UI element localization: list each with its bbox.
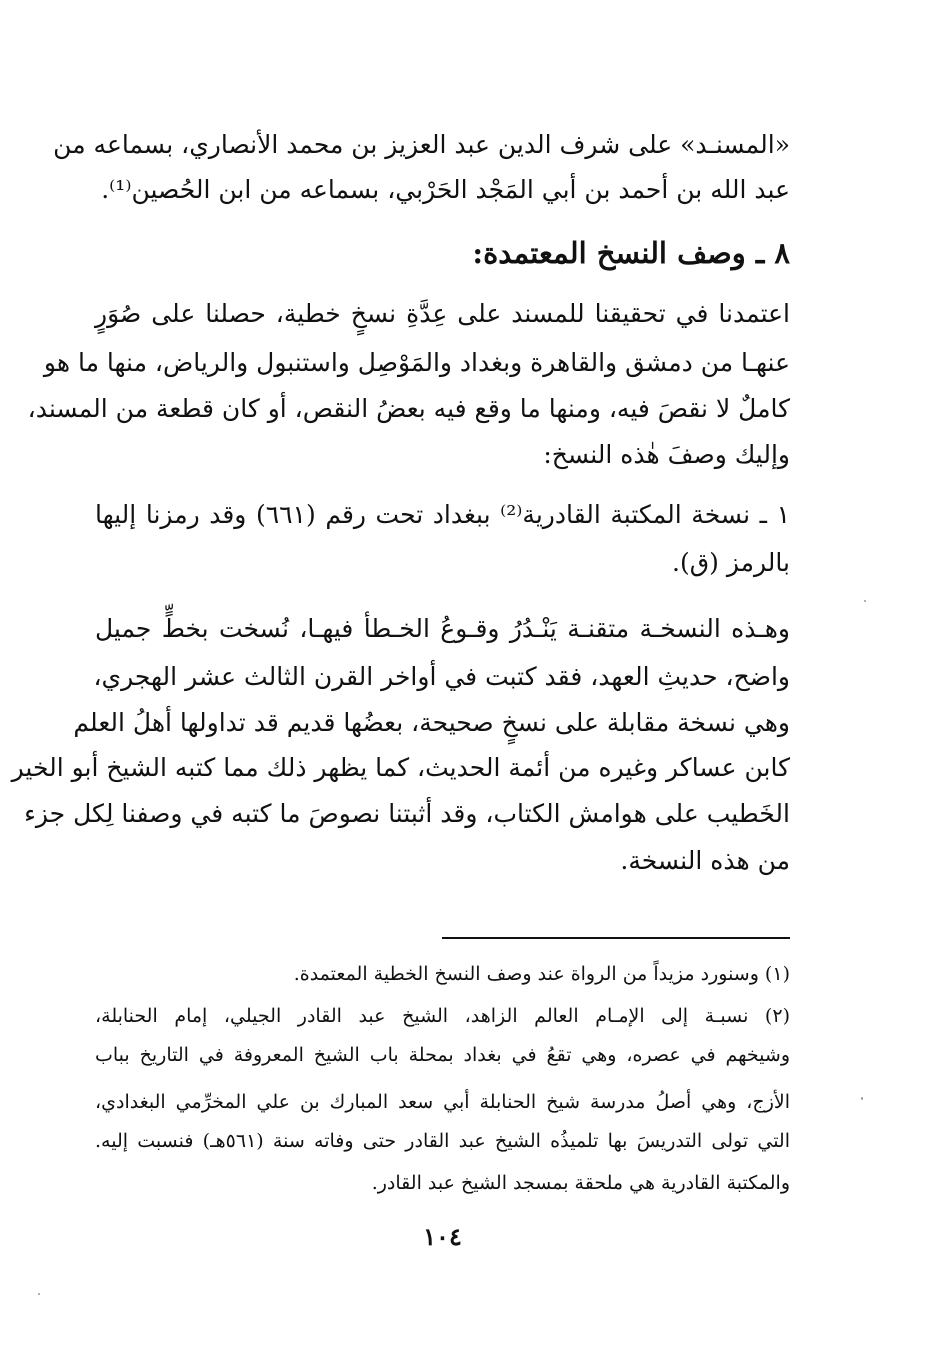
book-page: [11, 0, 791, 1351]
footnote-line: التي تولى التدريسَ بها تلميذُه الشيخ عبد القادر حتى وفاته سنة (٥٦١هـ) فنسبت إليه.: [95, 1130, 790, 1152]
footnote-line: (٢) نسبـة إلى الإمـام العالم الزاهد، الشيخ عبد القادر الجيلي، إمام الحنابلة،: [95, 1005, 790, 1027]
footnote-separator: [442, 937, 790, 939]
scan-speck: [861, 1097, 863, 1100]
item-line: بالرمز (ق).: [672, 548, 790, 577]
footnote-1: (١) وسنورد مزيداً من الرواة عند وصف النسخ الخطية المعتمدة.: [293, 963, 790, 985]
intro-line-1: «المسنـد» على شرف الدين عبد العزيز بن محمد الأنصاري، بسماعه من: [53, 130, 790, 159]
section-heading: ٨ ـ وصف النسخ المعتمدة:: [472, 236, 790, 270]
scan-speck: [864, 600, 866, 602]
scan-speck: [38, 1293, 40, 1295]
paragraph-line: الخَطيب على هوامش الكتاب، وقد أثبتنا نصوصَ ما كتبه في وصفنا لِكل جزء: [24, 799, 790, 828]
footnote-line: وشيخهم في عصره، وهي تقعُ في بغداد بمحلة باب الشيخ المعروفة في التاريخ بباب: [95, 1044, 791, 1066]
footnote-line: والمكتبة القادرية هي ملحقة بمسجد الشيخ عبد القادر.: [371, 1172, 790, 1194]
paragraph-line: وهي نسخة مقابلة على نسخٍ صحيحة، بعضُها قديم قد تداولها أهلُ العلم: [73, 708, 790, 737]
paragraph-line: من هذه النسخة.: [620, 846, 790, 875]
paragraph-line: وإليك وصفَ هٰذه النسخ:: [543, 440, 790, 469]
intro-line-2: عبد الله بن أحمد بن أبي المَجْد الحَرْبي، بسماعه من ابن الحُصين⁽¹⁾.: [101, 175, 790, 204]
footnote-line: الأزج، وهي أصلُ مدرسة شيخ الحنابلة أبي سعد المبارك بن علي المخرِّمي البغدادي،: [95, 1091, 790, 1113]
page-number: ١٠٤: [423, 1222, 462, 1251]
item-line: ١ ـ نسخة المكتبة القادرية⁽²⁾ ببغداد تحت رقم (٦٦١) وقد رمزنا إليها: [95, 500, 790, 529]
paragraph-line: واضح، حديثِ العهد، فقد كتبت في أواخر القرن الثالث عشر الهجري،: [93, 662, 790, 691]
paragraph-line: كابن عساكر وغيره من أئمة الحديث، كما يظهر ذلك مما كتبه الشيخ أبو الخير: [11, 753, 790, 782]
paragraph-line: وهـذه النسخـة متقنـة يَنْـدُرُ وقـوعُ الخـطأ فيهـا، نُسخت بخطٍّ جميل: [95, 614, 790, 643]
paragraph-line: عنهـا من دمشق والقاهرة وبغداد والمَوْصِل واستنبول والرياض، منها ما هو: [43, 348, 790, 377]
paragraph-line: اعتمدنا في تحقيقنا للمسند على عِدَّةِ نسخٍ خطية، حصلنا على صُوَرٍ: [95, 299, 790, 328]
paragraph-line: كاملٌ لا نقصَ فيه، ومنها ما وقع فيه بعضُ النقص، أو كان قطعة من المسند،: [27, 394, 790, 423]
